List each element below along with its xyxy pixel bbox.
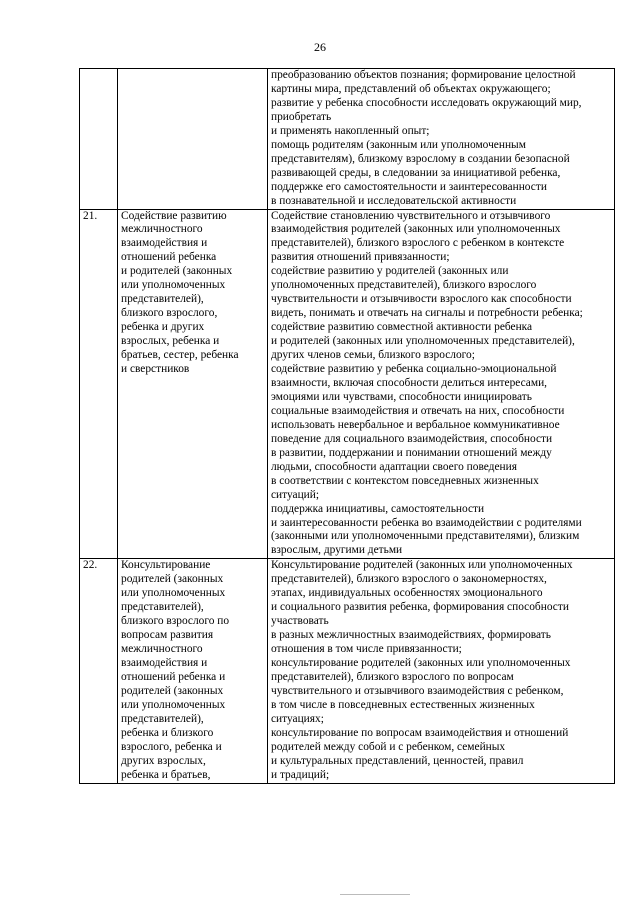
- service-description: [268, 209, 615, 559]
- description-line: в развитии, поддержании и понимании отношений между: [271, 446, 552, 459]
- description-line: в разных межличностных взаимодействиях, формировать: [271, 629, 551, 642]
- description-line: помощь родителям (законным или уполномоченным: [271, 138, 526, 151]
- title-line: межличностного: [121, 643, 203, 656]
- description-line: людьми, способности адаптации своего поведения: [271, 460, 517, 473]
- description-line: и социального развития ребенка, формирования способности: [271, 601, 569, 614]
- title-line: Консультирование: [121, 559, 211, 572]
- title-line: близкого взрослого по: [121, 615, 230, 628]
- description-line: родителей между собой и с ребенком, семейных: [271, 740, 506, 753]
- description-line: и родителей (законных или уполномоченных представителей),: [271, 335, 575, 348]
- title-line: взрослого, ребенка и: [121, 740, 222, 753]
- description-line: в познавательной и исследовательской активности: [271, 194, 517, 207]
- title-line: ребенка и близкого: [121, 726, 214, 739]
- description-line: Содействие становлению чувствительного и отзывчивого: [271, 209, 551, 222]
- description-line: в соответствии с контекстом повседневных жизненных: [271, 474, 539, 487]
- description-line: других членов семьи, близкого взрослого;: [271, 349, 475, 362]
- title-line: межличностного: [121, 223, 203, 236]
- description-line: поддержка инициативы, самостоятельности: [271, 502, 485, 515]
- title-line: или уполномоченных: [121, 279, 226, 292]
- scan-artifact: [340, 894, 410, 895]
- description-line: и традиций;: [271, 768, 330, 781]
- description-line: и культуральных представлений, ценностей, правил: [271, 754, 524, 767]
- description-line: взаимности, включая способности делиться интересами,: [271, 376, 548, 389]
- service-title: [118, 559, 268, 783]
- row-number: 22.: [80, 559, 118, 783]
- description-line: отношения в том числе привязанности;: [271, 643, 462, 656]
- description-line: представителей), близкого взрослого по вопросам: [271, 670, 514, 683]
- description-line: этапах, индивидуальных особенностях эмоционального: [271, 587, 543, 600]
- service-title: [118, 69, 268, 210]
- title-line: представителей),: [121, 712, 204, 725]
- description-line: представителей), близкого взрослого о закономерностях,: [271, 573, 547, 586]
- table-row: [80, 209, 615, 559]
- description-line: уполномоченных представителей), близкого взрослого: [271, 279, 537, 292]
- row-number: 21.: [80, 209, 118, 559]
- title-line: представителей),: [121, 601, 204, 614]
- title-line: или уполномоченных: [121, 698, 226, 711]
- description-line: (законными или уполномоченными представителями), близким: [271, 530, 580, 543]
- description-line: картины мира, представлений об объектах окружающего;: [271, 82, 551, 95]
- description-line: эмоциями или чувствами, способности инициировать: [271, 390, 532, 403]
- description-line: в том числе в повседневных естественных жизненных: [271, 698, 535, 711]
- title-line: родителей (законных: [121, 573, 224, 586]
- description-line: видеть, понимать и отвечать на сигналы и потребности ребенка;: [271, 307, 583, 320]
- description-line: развивающей среды, в следовании за инициативой ребенка,: [271, 166, 561, 179]
- description-line: представителям), близкому взрослому в создании безопасной: [271, 152, 570, 165]
- title-line: других взрослых,: [121, 754, 206, 767]
- description-line: развитие у ребенка способности исследовать окружающий мир,: [271, 96, 582, 109]
- description-line: консультирование родителей (законных или уполномоченных: [271, 657, 571, 670]
- description-line: развития отношений привязанности;: [271, 251, 450, 264]
- title-line: вопросам развития: [121, 629, 214, 642]
- title-line: взаимодействия и: [121, 237, 208, 250]
- title-line: близкого взрослого,: [121, 307, 218, 320]
- title-line: отношений ребенка: [121, 251, 217, 264]
- page-number: 26: [314, 40, 326, 54]
- description-line: поддержке его самостоятельности и заинтересованности: [271, 180, 547, 193]
- service-title: [118, 209, 268, 559]
- description-line: участвовать: [271, 615, 329, 628]
- table-row: [80, 559, 615, 783]
- title-line: и сверстников: [121, 363, 190, 376]
- description-line: использовать невербальное и вербальное коммуникативное: [271, 418, 560, 431]
- description-line: преобразованию объектов познания; формирование целостной: [271, 69, 576, 81]
- description-line: и заинтересованности ребенка во взаимодействии с родителями: [271, 516, 582, 529]
- row-number: [80, 69, 118, 210]
- title-line: представителей),: [121, 293, 204, 306]
- title-line: взрослых, ребенка и: [121, 335, 220, 348]
- description-line: приобретать: [271, 110, 332, 123]
- description-line: и применять накопленный опыт;: [271, 124, 430, 137]
- title-line: братьев, сестер, ребенка: [121, 349, 239, 362]
- services-table: [79, 68, 615, 784]
- description-line: представителей), близкого взрослого с ребенком в контексте: [271, 237, 565, 250]
- description-line: взаимодействия родителей (законных или уполномоченных: [271, 223, 561, 236]
- service-description: [268, 69, 615, 210]
- title-line: и родителей (законных: [121, 265, 233, 278]
- title-line: или уполномоченных: [121, 587, 226, 600]
- title-line: отношений ребенка и: [121, 670, 226, 683]
- description-line: чувствительности и отзывчивости взрослого как способности: [271, 293, 572, 306]
- description-line: содействие развитию у ребенка социально-эмоциональной: [271, 363, 557, 376]
- description-line: Консультирование родителей (законных или уполномоченных: [271, 559, 573, 572]
- description-line: консультирование по вопросам взаимодействия и отношений: [271, 726, 569, 739]
- title-line: Содействие развитию: [121, 209, 227, 222]
- table-row: [80, 69, 615, 210]
- description-line: социальные взаимодействия и отвечать на них, способности: [271, 404, 565, 417]
- description-line: содействие развитию совместной активности ребенка: [271, 321, 533, 334]
- description-line: ситуаций;: [271, 488, 320, 501]
- description-line: ситуациях;: [271, 712, 324, 725]
- description-line: чувствительного и отзывчивого взаимодействия с ребенком,: [271, 684, 564, 697]
- title-line: ребенка и других: [121, 321, 205, 334]
- title-line: родителей (законных: [121, 684, 224, 697]
- description-line: содействие развитию у родителей (законных или: [271, 265, 509, 278]
- title-line: взаимодействия и: [121, 657, 208, 670]
- description-line: поведение для социального взаимодействия, способности: [271, 432, 553, 445]
- service-description: [268, 559, 615, 783]
- title-line: ребенка и братьев,: [121, 768, 211, 781]
- description-line: взрослым, другими детьми: [271, 544, 403, 557]
